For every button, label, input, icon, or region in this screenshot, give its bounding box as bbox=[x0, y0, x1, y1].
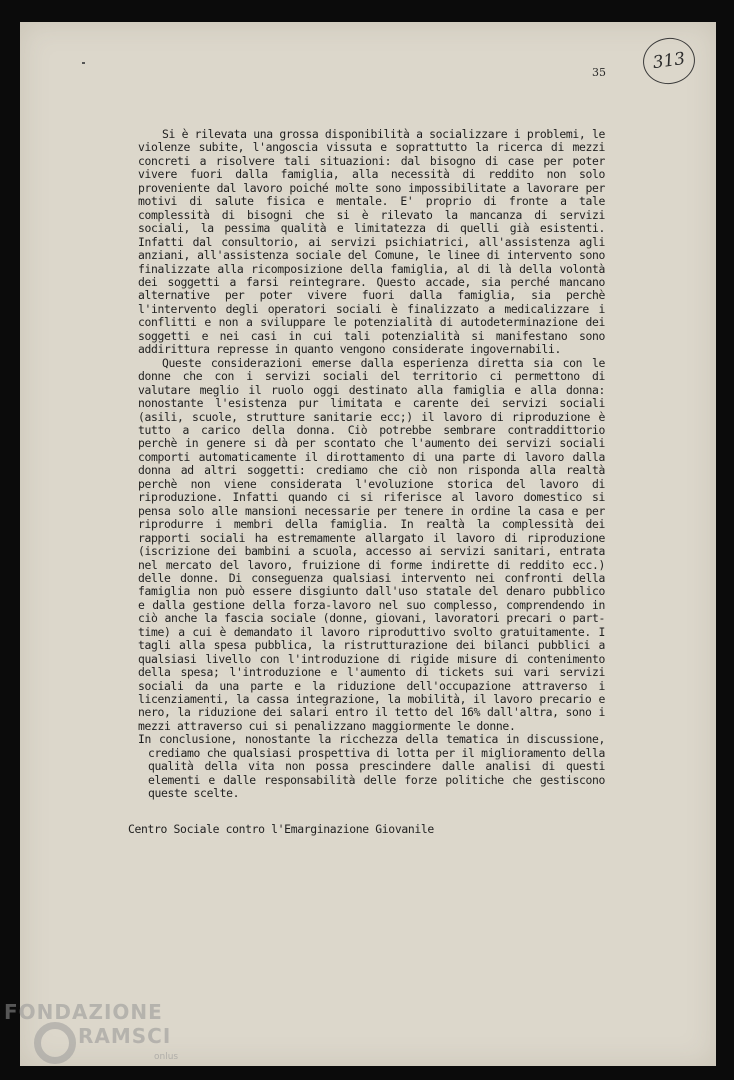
stamp-number: 313 bbox=[651, 48, 687, 74]
watermark-g-icon bbox=[34, 1022, 76, 1064]
document-body bbox=[138, 128, 605, 801]
paragraph-1: Si è rilevata una grossa disponibilità a socializzare i problemi, le violenze subite, l'angoscia vissuta e soprattutto la ricerca di mezzi concreti a risolvere tali situazioni: dal bisogno di case per poter vivere fuori dalla famiglia, alla necessità di reddito non solo proveniente dal lavoro poiché molte sono impossibilitate a lavorare per motivi di salute fisica e mentale. E' proprio di fronte a tale complessità di bisogni che si è rilevato la mancanza di servizi sociali, la pessima qualità e limitatezza di quelli già esistenti. Infatti dal consultorio, ai servizi psichiatrici, all'assistenza agli anziani, all'assistenza sociale del Comune, le linee di intervento sono finalizzate alla ricomposizione della famiglia, al di là della volontà dei soggetti a farsi reintegrare. Questo accade, sia perché mancano alternative per poter vivere fuori dalla famiglia, sia perchè l'intervento degli operatori sociali è finalizzato a medicalizzare i conflitti e non a sviluppare le potenzialità di autodeterminazione dei soggetti e nei casi in cui tali potenzialità si manifestano sono addirittura represse in quanto vengono considerate ingovernabili. bbox=[138, 127, 605, 357]
paragraph-3: In conclusione, nonostante la ricchezza della tematica in discussione, crediamo che qualsiasi prospettiva di lotta per il miglioramento della qualità della vita non possa prescindere dalle analisi di questi elementi e dalle responsabilità delle forze politiche che gestiscono queste scelte. bbox=[138, 732, 605, 801]
watermark-line2: RAMSCI bbox=[78, 1024, 172, 1048]
archive-watermark-logo bbox=[4, 1000, 204, 1080]
page-number: 35 bbox=[592, 66, 606, 79]
watermark-line1: FONDAZIONE bbox=[4, 1000, 163, 1024]
paragraph-2: Queste considerazioni emerse dalla esperienza diretta sia con le donne che con i servizi sociali del territorio ci permettono di valutare meglio il ruolo oggi destinato alla famiglia e alla donna: nonostante l'esistenza pur limitata e carente dei servizi sociali (asili, scuole, strutture sanitarie ecc;) il lavoro di riproduzione è tutto a carico della donna. Ciò potrebbe sembrare contraddittorio perchè in genere si dà per scontato che l'aumento dei servizi sociali comporti automaticamente il dirottamento di una parte di lavoro dalla donna ad altri soggetti: crediamo che ciò non risponda alla realtà perchè non viene considerata l'evoluzione storica del lavoro di riproduzione. Infatti quando ci si riferisce al lavoro domestico si pensa solo alle mansioni necessarie per tenere in ordine la casa e per riprodurre i membri della famiglia. In realtà la complessità dei rapporti sociali ha estremamente allargato il lavoro di riproduzione (iscrizione dei bambini a scuola, accesso ai servizi sanitari, entrata nel mercato del lavoro, fruizione di forme indirette di reddito ecc.) delle donne. Di conseguenza qualsiasi intervento nei confronti della famiglia non può essere disgiunto dall'uso statale del denaro pubblico e dalla gestione della forza-lavoro nel suo complesso, comprendendo in ciò anche la fascia sociale (donne, giovani, lavoratori precari o part-time) a cui è demandato il lavoro riproduttivo svolto gratuitamente. I tagli alla spesa pubblica, la ristrutturazione dei bilanci pubblici a qualsiasi livello con l'introduzione di rigide misure di contenimento della spesa; l'introduzione e l'aumento di tickets sui vari servizi sociali da una parte e la riduzione dell'occupazione attraverso i licenziamenti, la cassa integrazione, la mobilità, il lavoro precario e nero, la riduzione dei salari entro il tetto del 16% dall'altra, sono i mezzi attraverso cui si penalizzano maggiormente le donne. bbox=[138, 355, 605, 733]
watermark-suffix: onlus bbox=[154, 1052, 179, 1062]
ink-speck bbox=[82, 62, 85, 64]
signature: Centro Sociale contro l'Emarginazione Giovanile bbox=[128, 822, 434, 836]
